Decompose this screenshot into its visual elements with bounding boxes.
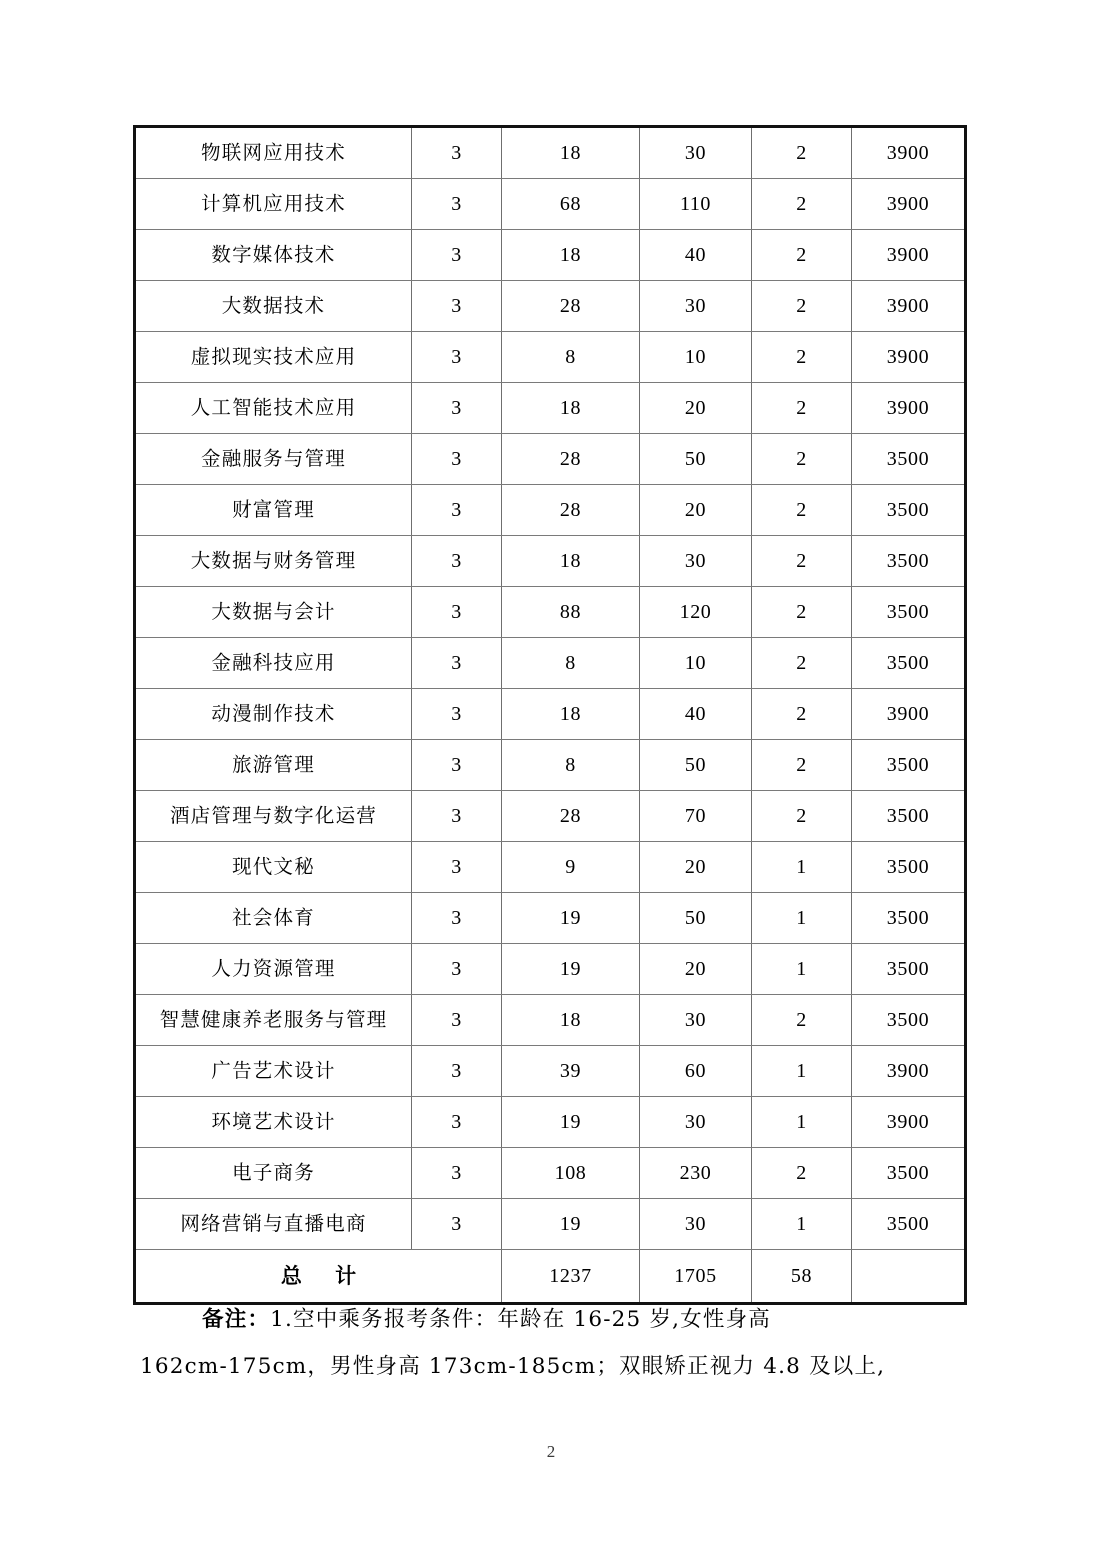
table-row xyxy=(135,485,966,536)
cell-major-name: 物联网应用技术 xyxy=(135,127,412,179)
cell-major-name: 酒店管理与数字化运营 xyxy=(135,791,412,842)
cell-class-count: 2 xyxy=(752,383,852,434)
cell-major-name: 电子商务 xyxy=(135,1148,412,1199)
page-number: 2 xyxy=(546,1442,556,1461)
cell-plan-a: 28 xyxy=(502,791,640,842)
cell-major-name: 智慧健康养老服务与管理 xyxy=(135,995,412,1046)
cell-plan-b: 20 xyxy=(640,485,752,536)
cell-plan-a: 19 xyxy=(502,1199,640,1250)
cell-years: 3 xyxy=(412,179,502,230)
cell-plan-b: 30 xyxy=(640,1199,752,1250)
table-row xyxy=(135,281,966,332)
table-row xyxy=(135,383,966,434)
cell-fee: 3500 xyxy=(852,791,966,842)
cell-major-name: 社会体育 xyxy=(135,893,412,944)
admission-plan-table-wrapper xyxy=(133,125,964,1305)
table-row xyxy=(135,1097,966,1148)
cell-class-count: 1 xyxy=(752,893,852,944)
cell-fee: 3500 xyxy=(852,944,966,995)
cell-fee: 3500 xyxy=(852,1199,966,1250)
cell-class-count: 2 xyxy=(752,434,852,485)
cell-fee: 3500 xyxy=(852,638,966,689)
cell-plan-a: 18 xyxy=(502,127,640,179)
table-row xyxy=(135,944,966,995)
cell-plan-b: 30 xyxy=(640,1097,752,1148)
note-line-1-text: 1.空中乘务报考条件：年龄在 16-25 岁,女性身高 xyxy=(270,1307,772,1332)
cell-fee: 3500 xyxy=(852,842,966,893)
cell-major-name: 虚拟现实技术应用 xyxy=(135,332,412,383)
cell-years: 3 xyxy=(412,842,502,893)
cell-years: 3 xyxy=(412,587,502,638)
cell-years: 3 xyxy=(412,127,502,179)
cell-plan-a: 18 xyxy=(502,383,640,434)
cell-plan-a: 68 xyxy=(502,179,640,230)
cell-major-name: 旅游管理 xyxy=(135,740,412,791)
cell-plan-b: 10 xyxy=(640,332,752,383)
cell-plan-a: 19 xyxy=(502,944,640,995)
cell-class-count: 2 xyxy=(752,281,852,332)
cell-years: 3 xyxy=(412,689,502,740)
table-row xyxy=(135,791,966,842)
cell-plan-a: 19 xyxy=(502,893,640,944)
cell-plan-a: 18 xyxy=(502,689,640,740)
cell-class-count: 2 xyxy=(752,740,852,791)
cell-fee: 3500 xyxy=(852,893,966,944)
cell-plan-a: 18 xyxy=(502,536,640,587)
cell-class-count: 1 xyxy=(752,1046,852,1097)
cell-major-name: 广告艺术设计 xyxy=(135,1046,412,1097)
cell-major-name: 大数据与会计 xyxy=(135,587,412,638)
cell-fee: 3900 xyxy=(852,1046,966,1097)
cell-years: 3 xyxy=(412,893,502,944)
table-row xyxy=(135,842,966,893)
table-row xyxy=(135,434,966,485)
cell-class-count: 2 xyxy=(752,332,852,383)
cell-fee: 3900 xyxy=(852,179,966,230)
cell-major-name: 人工智能技术应用 xyxy=(135,383,412,434)
cell-plan-b: 30 xyxy=(640,995,752,1046)
table-row xyxy=(135,1046,966,1097)
cell-class-count: 1 xyxy=(752,1097,852,1148)
note-paragraph-line-1 xyxy=(140,1296,970,1343)
cell-major-name: 计算机应用技术 xyxy=(135,179,412,230)
total-plan-a: 1237 xyxy=(502,1250,640,1304)
cell-major-name: 大数据与财务管理 xyxy=(135,536,412,587)
cell-fee: 3900 xyxy=(852,689,966,740)
cell-major-name: 人力资源管理 xyxy=(135,944,412,995)
cell-class-count: 2 xyxy=(752,179,852,230)
cell-major-name: 数字媒体技术 xyxy=(135,230,412,281)
cell-class-count: 2 xyxy=(752,1148,852,1199)
table-row xyxy=(135,127,966,179)
cell-class-count: 2 xyxy=(752,689,852,740)
cell-plan-b: 70 xyxy=(640,791,752,842)
cell-fee: 3500 xyxy=(852,485,966,536)
cell-major-name: 大数据技术 xyxy=(135,281,412,332)
cell-plan-b: 50 xyxy=(640,893,752,944)
cell-plan-b: 50 xyxy=(640,740,752,791)
cell-years: 3 xyxy=(412,995,502,1046)
cell-class-count: 2 xyxy=(752,485,852,536)
cell-years: 3 xyxy=(412,383,502,434)
cell-class-count: 2 xyxy=(752,791,852,842)
cell-years: 3 xyxy=(412,332,502,383)
cell-plan-b: 230 xyxy=(640,1148,752,1199)
cell-plan-a: 88 xyxy=(502,587,640,638)
cell-years: 3 xyxy=(412,485,502,536)
cell-plan-b: 30 xyxy=(640,281,752,332)
cell-class-count: 1 xyxy=(752,842,852,893)
table-row xyxy=(135,995,966,1046)
cell-class-count: 1 xyxy=(752,944,852,995)
note-paragraph-line-2: 162cm-175cm，男性身高 173cm-185cm；双眼矫正视力 4.8 及以上, xyxy=(140,1354,886,1379)
cell-years: 3 xyxy=(412,944,502,995)
cell-major-name: 财富管理 xyxy=(135,485,412,536)
cell-plan-b: 20 xyxy=(640,944,752,995)
cell-plan-b: 60 xyxy=(640,1046,752,1097)
cell-plan-a: 8 xyxy=(502,332,640,383)
cell-years: 3 xyxy=(412,536,502,587)
table-row xyxy=(135,689,966,740)
admission-plan-table xyxy=(133,125,967,1305)
cell-plan-a: 8 xyxy=(502,740,640,791)
table-row xyxy=(135,1199,966,1250)
cell-class-count: 2 xyxy=(752,587,852,638)
note-label: 备注： xyxy=(202,1307,271,1332)
cell-fee: 3500 xyxy=(852,587,966,638)
cell-years: 3 xyxy=(412,230,502,281)
total-plan-b: 1705 xyxy=(640,1250,752,1304)
cell-plan-a: 28 xyxy=(502,485,640,536)
cell-major-name: 动漫制作技术 xyxy=(135,689,412,740)
cell-class-count: 2 xyxy=(752,127,852,179)
table-row xyxy=(135,332,966,383)
cell-fee: 3900 xyxy=(852,332,966,383)
cell-fee: 3500 xyxy=(852,995,966,1046)
cell-fee: 3900 xyxy=(852,230,966,281)
table-row xyxy=(135,638,966,689)
table-row xyxy=(135,536,966,587)
cell-plan-b: 30 xyxy=(640,536,752,587)
table-row xyxy=(135,587,966,638)
table-row xyxy=(135,230,966,281)
cell-years: 3 xyxy=(412,1199,502,1250)
cell-class-count: 2 xyxy=(752,638,852,689)
cell-plan-b: 120 xyxy=(640,587,752,638)
cell-plan-a: 28 xyxy=(502,434,640,485)
cell-plan-a: 9 xyxy=(502,842,640,893)
cell-major-name: 金融科技应用 xyxy=(135,638,412,689)
cell-fee: 3900 xyxy=(852,383,966,434)
cell-class-count: 2 xyxy=(752,230,852,281)
table-body xyxy=(135,127,966,1304)
cell-major-name: 现代文秘 xyxy=(135,842,412,893)
cell-plan-a: 18 xyxy=(502,230,640,281)
cell-plan-b: 20 xyxy=(640,383,752,434)
cell-class-count: 2 xyxy=(752,995,852,1046)
cell-plan-b: 30 xyxy=(640,127,752,179)
cell-fee: 3900 xyxy=(852,127,966,179)
cell-class-count: 1 xyxy=(752,1199,852,1250)
cell-major-name: 金融服务与管理 xyxy=(135,434,412,485)
table-row xyxy=(135,893,966,944)
cell-plan-b: 110 xyxy=(640,179,752,230)
cell-plan-b: 10 xyxy=(640,638,752,689)
cell-years: 3 xyxy=(412,434,502,485)
cell-years: 3 xyxy=(412,1097,502,1148)
cell-fee: 3500 xyxy=(852,434,966,485)
table-row xyxy=(135,740,966,791)
cell-plan-a: 28 xyxy=(502,281,640,332)
cell-years: 3 xyxy=(412,638,502,689)
cell-plan-b: 50 xyxy=(640,434,752,485)
cell-fee: 3900 xyxy=(852,1097,966,1148)
cell-major-name: 环境艺术设计 xyxy=(135,1097,412,1148)
cell-plan-a: 8 xyxy=(502,638,640,689)
cell-plan-a: 108 xyxy=(502,1148,640,1199)
cell-class-count: 2 xyxy=(752,536,852,587)
cell-plan-a: 39 xyxy=(502,1046,640,1097)
cell-years: 3 xyxy=(412,740,502,791)
cell-plan-b: 40 xyxy=(640,230,752,281)
cell-fee: 3500 xyxy=(852,1148,966,1199)
cell-years: 3 xyxy=(412,1148,502,1199)
total-label: 总 计 xyxy=(135,1250,502,1304)
cell-fee: 3900 xyxy=(852,281,966,332)
cell-years: 3 xyxy=(412,1046,502,1097)
cell-major-name: 网络营销与直播电商 xyxy=(135,1199,412,1250)
cell-years: 3 xyxy=(412,281,502,332)
total-class-count: 58 xyxy=(752,1250,852,1304)
cell-fee: 3500 xyxy=(852,536,966,587)
cell-plan-a: 18 xyxy=(502,995,640,1046)
cell-plan-a: 19 xyxy=(502,1097,640,1148)
cell-plan-b: 20 xyxy=(640,842,752,893)
cell-plan-b: 40 xyxy=(640,689,752,740)
table-row xyxy=(135,179,966,230)
cell-fee: 3500 xyxy=(852,740,966,791)
cell-years: 3 xyxy=(412,791,502,842)
table-row xyxy=(135,1148,966,1199)
